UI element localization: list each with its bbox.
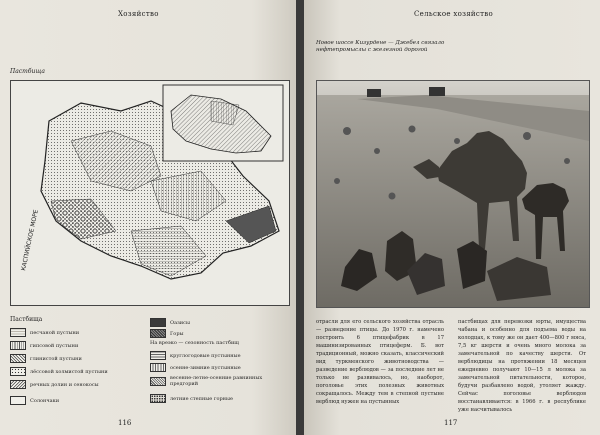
legend-swatch (10, 328, 26, 337)
legend-item (10, 354, 82, 363)
legend-item (10, 341, 78, 350)
book-gutter (296, 0, 304, 435)
legend-swatch (150, 377, 166, 386)
map-label: Пастбища (10, 68, 45, 75)
sea-label: КАСПИЙСКОЕ МОРЕ (20, 209, 40, 272)
legend-item (150, 375, 288, 387)
right-page (304, 0, 600, 435)
photo-caption: Новое шоссе Кизурдене — Джебел связало нефтепромыслы с железной дорогой (316, 40, 445, 53)
legend-text: глинистой пустыни (30, 355, 82, 362)
legend-item (150, 394, 233, 403)
map-graphic (11, 81, 289, 305)
legend-item (150, 329, 184, 338)
legend-swatch (150, 351, 166, 360)
left-page-number: 116 (118, 419, 132, 427)
left-page (0, 0, 296, 435)
pasture-map (10, 80, 290, 306)
legend-swatch (150, 329, 166, 338)
legend-text: летние степные горные (170, 395, 233, 402)
legend-text: Оазисы (170, 319, 190, 326)
legend-swatch (10, 367, 26, 376)
legend-text: Солончаки (30, 397, 60, 404)
legend-text: На вреэко — сезонность пастбищ (150, 340, 239, 346)
legend-text: весенне-летне-осенние равнинных предгорий (170, 375, 263, 387)
legend-item (10, 328, 79, 337)
legend-item (10, 396, 59, 405)
legend-swatch (150, 318, 166, 327)
legend-item (10, 367, 108, 376)
legend-item (150, 318, 190, 327)
legend-text: лёссовой холмистой пустыни (30, 368, 108, 375)
text-column-left: отрасли для его сельского хозяйства отрасль — разведение птицы. До 1970 г. намечено построить 6 птицефабрик в 17 машинизированных птицеферм. Б. вот традиционный, можно сказать, классический вид туркменского животноводства — разведение верблюдов — за последние лет не только не развивалось, но, наоборот, поголовье этих полезных животных сокращалось. Между тем в степной пустыне верблюд нужен на пустынных (316, 319, 444, 405)
legend-text: речных долин и сенокосы (30, 381, 99, 388)
legend-swatch (10, 396, 26, 405)
right-page-number: 117 (444, 419, 458, 427)
legend-text: Горы (170, 330, 184, 337)
legend-item (150, 363, 241, 372)
legend-swatch (150, 363, 166, 372)
right-running-head: Сельское хозяйство (414, 10, 494, 18)
camel-photo (316, 80, 590, 308)
legend-item (10, 380, 99, 389)
legend-swatch (10, 341, 26, 350)
legend-text: гипсовой пустыни (30, 342, 79, 349)
text-column-right: пастбищах для перевозки юрты, имущества чабана и особенно для подъема воды на колодцах, к тому же он дает 400—800 г мяса, 7,5 кг шерсти и очень много молока за замечательной по качеству шерсти. От верблюдицы на протяжении 18 месяцев ежедневно получают 10—15 л молока за замечательной питательности, которое, будучи разбавлено водой, утоляет жажду. Сейчас поголовье верблюдов восстанавливается: в 1966 г. в республике уже насчитывалось (458, 319, 586, 413)
legend-swatch (10, 354, 26, 363)
legend-title: Пастбища (10, 316, 43, 323)
photo-graphic (317, 81, 589, 307)
legend-text: осенне-зимние пустынные (170, 364, 241, 371)
legend-swatch (10, 380, 26, 389)
left-running-head: Хозяйство (118, 10, 159, 18)
legend-item (150, 351, 241, 360)
legend-text: песчаной пустыни (30, 329, 80, 336)
legend-item (150, 340, 239, 346)
legend-text: круглогодовые пустынные (170, 352, 241, 359)
legend-swatch (150, 394, 166, 403)
map-legend (10, 316, 290, 416)
